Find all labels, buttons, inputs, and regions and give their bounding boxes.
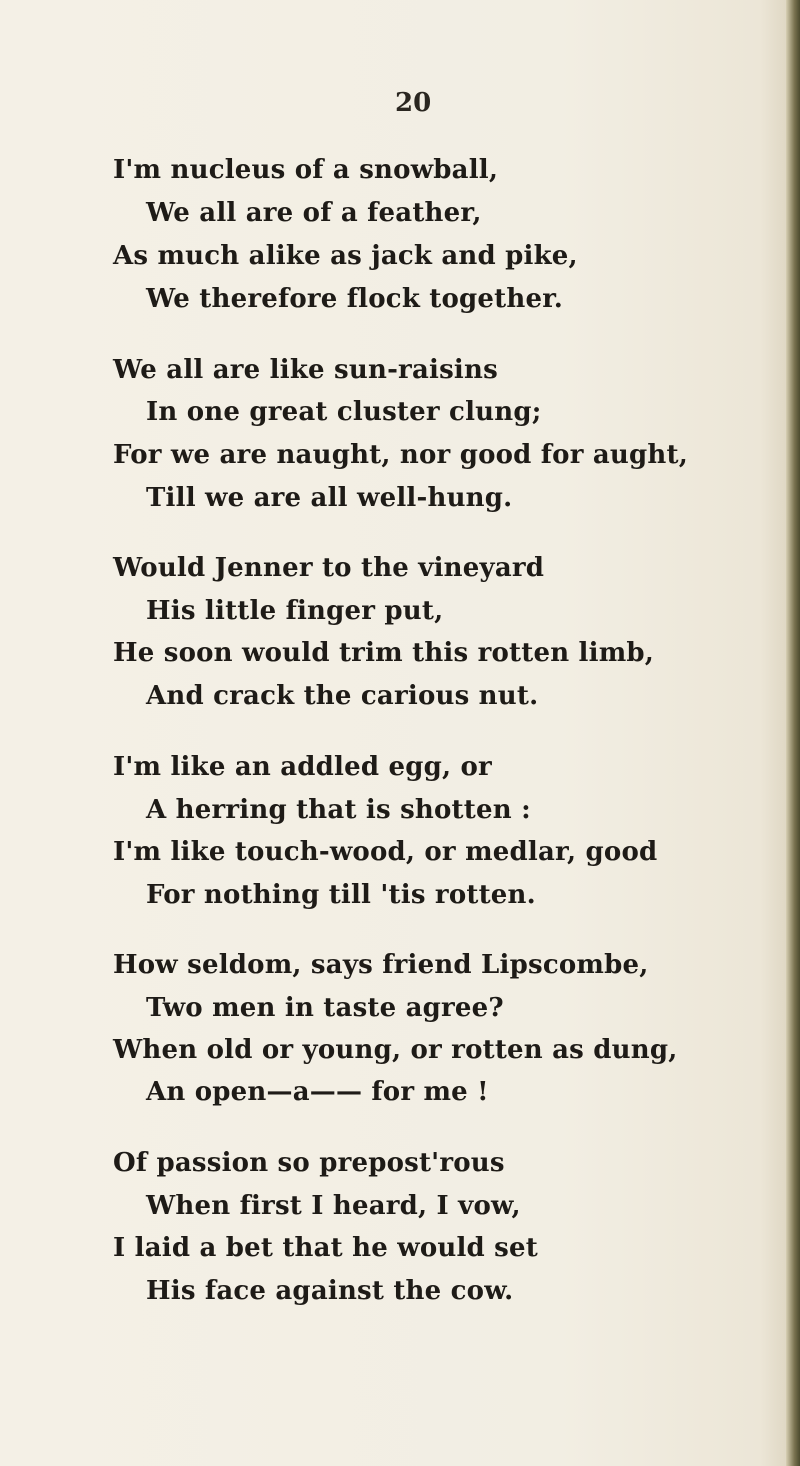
poem-line: A herring that is shotten : xyxy=(146,795,531,825)
poem-line: We all are like sun-raisins xyxy=(113,355,498,385)
poem-line: When old or young, or rotten as dung, xyxy=(113,1035,678,1065)
poem-line: We all are of a feather, xyxy=(146,198,482,228)
poem-line: And crack the carious nut. xyxy=(146,681,539,711)
poem-line: His face against the cow. xyxy=(146,1276,514,1306)
poem-line: When first I heard, I vow, xyxy=(146,1191,521,1221)
poem-line: Would Jenner to the vineyard xyxy=(113,553,545,583)
poem-line: As much alike as jack and pike, xyxy=(113,241,578,271)
poem-line: An open—a—— for me ! xyxy=(146,1077,489,1107)
poem-line: We therefore flock together. xyxy=(146,284,563,314)
poem-line: For we are naught, nor good for aught, xyxy=(113,440,688,470)
poem-line: How seldom, says friend Lipscombe, xyxy=(113,950,649,980)
poem-line: His little finger put, xyxy=(146,596,444,626)
poem-line: I'm like touch-wood, or medlar, good xyxy=(113,837,658,867)
poem-line: I'm nucleus of a snowball, xyxy=(113,155,499,185)
poem-line: In one great cluster clung; xyxy=(146,397,542,427)
page-edge xyxy=(786,0,800,1466)
poem-line: Two men in taste agree? xyxy=(146,993,504,1023)
poem-line: He soon would trim this rotten limb, xyxy=(113,638,655,668)
poem-line: Of passion so prepost'rous xyxy=(113,1148,505,1178)
poem-line: Till we are all well-hung. xyxy=(146,483,513,513)
poem-line: I'm like an addled egg, or xyxy=(113,752,492,782)
page-number: 20 xyxy=(395,88,432,118)
poem-line: I laid a bet that he would set xyxy=(113,1233,538,1263)
poem-line: For nothing till 'tis rotten. xyxy=(146,880,536,910)
